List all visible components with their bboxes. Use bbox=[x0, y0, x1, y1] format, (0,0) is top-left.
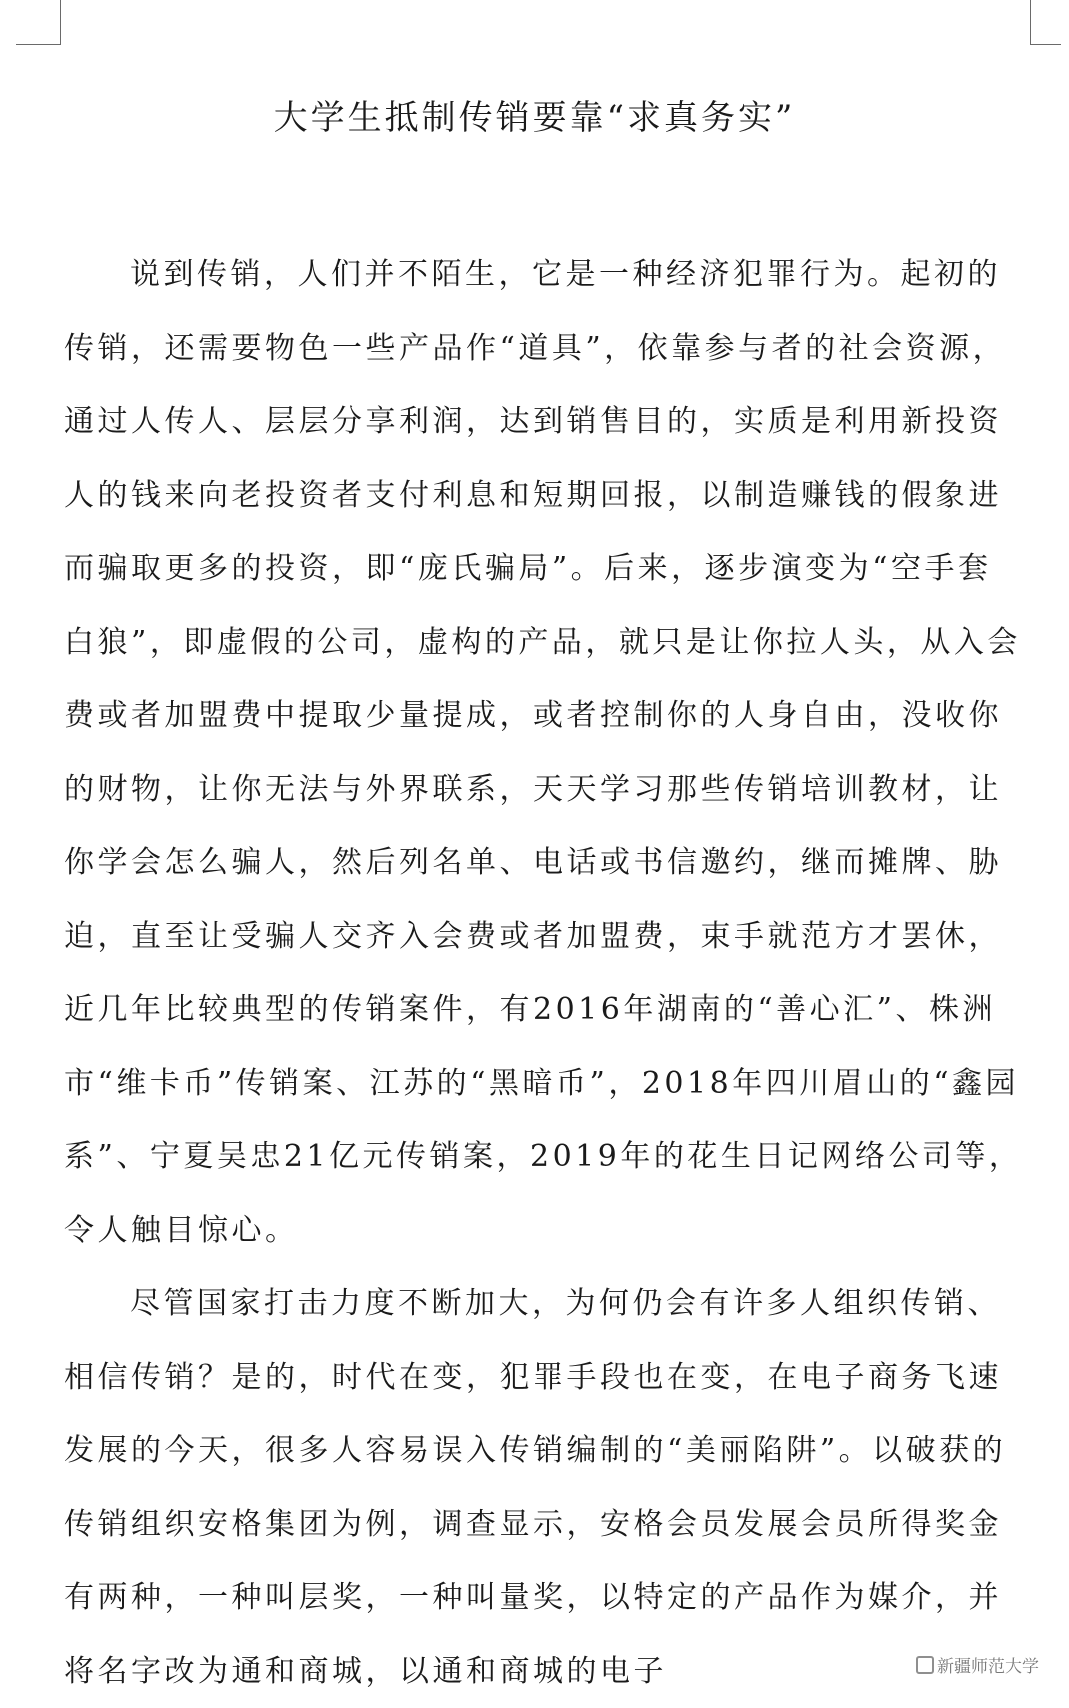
watermark bbox=[916, 1652, 1039, 1677]
page-corner-mark-top-right bbox=[1030, 0, 1061, 45]
paragraph-1: 说到传销，人们并不陌生，它是一种经济犯罪行为。起初的传销，还需要物色一些产品作“道具”，依靠参与者的社会资源，通过人传人、层层分享利润，达到销售目的，实质是利用新投资人的钱来向老投资者支付利息和短期回报，以制造赚钱的假象进而骗取更多的投资，即“庞氏骗局”。后来，逐步演变为“空手套白狼”，即虚假的公司，虚构的产品，就只是让你拉人头，从入会费或者加盟费中提取少量提成，或者控制你的人身自由，没收你的财物，让你无法与外界联系，天天学习那些传销培训教材，让你学会怎么骗人，然后列名单、电话或书信邀约，继而摊牌、胁迫，直至让受骗人交齐入会费或者加盟费，束手就范方才罢休，近几年比较典型的传销案件，有2016年湖南的“善心汇”、株洲市“维卡币”传销案、江苏的“黑暗币”，2018年四川眉山的“鑫园系”、宁夏吴忠21亿元传销案，2019年的花生日记网络公司等，令人触目惊心。 bbox=[64, 257, 1023, 1248]
page-corner-mark-top-left bbox=[16, 0, 61, 45]
document-title: 大学生抵制传销要靠“求真务实” bbox=[273, 98, 796, 138]
document-body bbox=[64, 238, 1024, 1708]
paragraph-2: 尽管国家打击力度不断加大，为何仍会有许多人组织传销、相信传销？是的，时代在变，犯罪手段也在变，在电子商务飞速发展的今天，很多人容易误入传销编制的“美丽陷阱”。以破获的传销组织安格集团为例，调查显示，安格会员发展会员所得奖金有两种，一种叫层奖，一种叫量奖，以特定的产品作为媒介，并将名字改为通和商城，以通和商城的电子 bbox=[64, 1286, 1007, 1689]
watermark-logo-icon bbox=[916, 1656, 934, 1674]
watermark-text: 新疆师范大学 bbox=[937, 1657, 1039, 1677]
